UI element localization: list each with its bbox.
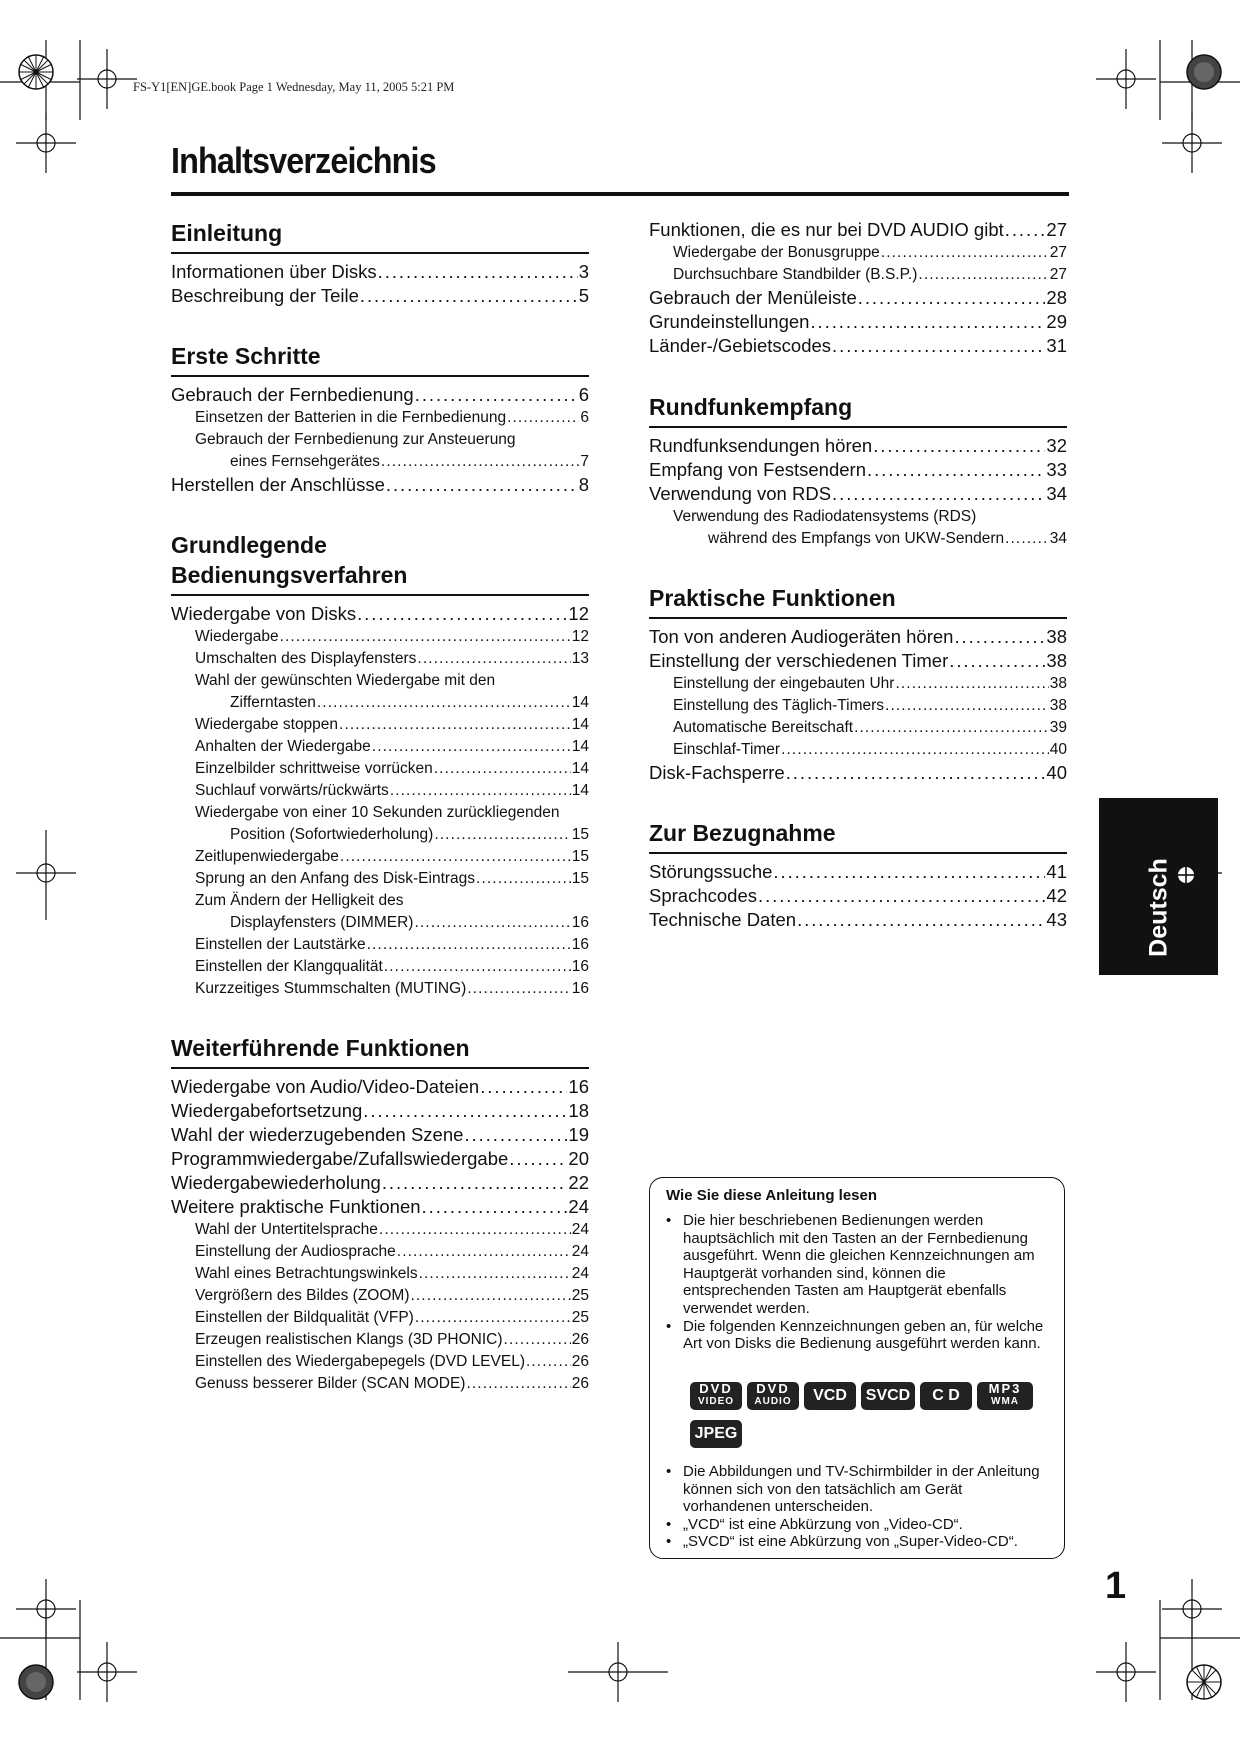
reading-guide-list-bottom [666, 1463, 1051, 1551]
toc-entry-page: 18 [568, 1100, 589, 1121]
toc-entry-title: Wiedergabe von Disks [171, 603, 357, 624]
dot-leader [378, 260, 578, 284]
toc-entry-page: 14 [571, 694, 589, 711]
toc-entry-title: Verwendung von RDS [649, 483, 832, 504]
toc-entry-page: 43 [1046, 909, 1067, 930]
toc-entry[interactable] [649, 264, 1067, 286]
toc-entry-page: 5 [578, 285, 589, 306]
section-rule [171, 252, 589, 254]
toc-entry-page: 25 [571, 1309, 589, 1326]
toc-entry-page: 27 [1046, 219, 1067, 240]
dot-leader [858, 286, 1046, 310]
toc-entry-page: 14 [571, 716, 589, 733]
toc-entry-page: 14 [571, 782, 589, 799]
dot-leader [280, 626, 571, 648]
toc-entry-title: Sprachcodes [649, 885, 757, 906]
toc-entry[interactable] [171, 451, 589, 473]
toc-entry-title: Einstellen des Wiedergabepegels (DVD LEVEL) [195, 1353, 525, 1370]
toc-entry-page: 26 [571, 1375, 589, 1392]
toc-entry-title: Wiedergabe stoppen [195, 716, 339, 733]
dot-leader [357, 602, 567, 626]
toc-entry-page: 16 [568, 1076, 589, 1097]
dot-leader [415, 1307, 571, 1329]
toc-entry-title: Zifferntasten [230, 694, 316, 711]
dot-leader [434, 824, 570, 846]
section-rule [171, 1067, 589, 1069]
reading-guide-list-top [666, 1212, 1051, 1353]
toc-entry-title: Wiedergabe der Bonusgruppe [673, 244, 880, 261]
toc-entry-title: Disk-Fachsperre [649, 762, 785, 783]
toc-entry-page: 8 [578, 474, 589, 495]
toc-entry[interactable] [649, 286, 1067, 310]
toc-entry[interactable] [649, 242, 1067, 264]
registration-target-icon [1176, 865, 1196, 885]
dot-leader [507, 407, 579, 429]
toc-entry-page: 24 [568, 1196, 589, 1217]
toc-entry-title: während des Empfangs von UKW-Sendern [708, 530, 1005, 547]
toc-entry[interactable] [171, 1219, 589, 1241]
dot-leader [504, 1329, 571, 1351]
toc-entry-page: 26 [571, 1353, 589, 1370]
dot-leader [415, 383, 578, 407]
toc-entry[interactable] [171, 626, 589, 648]
section-heading: Grundlegende Bedienungsverfahren [171, 532, 408, 588]
dot-leader [885, 695, 1049, 717]
toc-entry-page: 24 [571, 1265, 589, 1282]
toc-entry-title: Funktionen, die es nur bei DVD AUDIO gibt [649, 219, 1004, 240]
toc-entry[interactable] [171, 780, 589, 802]
disc-badge [747, 1382, 799, 1410]
dot-leader [758, 884, 1045, 908]
reading-guide-box [649, 1177, 1065, 1559]
dot-leader [363, 1099, 567, 1123]
reading-guide-item: • Die Abbildungen und TV-Schirmbilder in der Anleitung können sich von den tatsächlich am Gerät vorhandenen unterscheiden. [666, 1463, 1051, 1516]
toc-entry[interactable] [649, 673, 1067, 695]
starburst-mark-icon [19, 55, 53, 89]
toc-entry[interactable] [171, 714, 589, 736]
toc-entry-page: 34 [1049, 530, 1067, 547]
dot-leader [810, 310, 1045, 334]
dot-leader [480, 1075, 567, 1099]
toc-entry[interactable] [649, 739, 1067, 761]
dot-leader [881, 242, 1049, 264]
dot-leader [372, 736, 571, 758]
dot-leader [895, 673, 1048, 695]
disc-badge-bottom: WMA [991, 1396, 1019, 1407]
toc-entry[interactable] [649, 506, 1067, 528]
toc-entry-page: 16 [571, 914, 589, 931]
toc-entry[interactable] [171, 1195, 589, 1219]
toc-entry-page: 26 [571, 1331, 589, 1348]
toc-entry-title: Wiedergabe [195, 628, 279, 645]
toc-entry-title: Grundeinstellungen [649, 311, 810, 332]
dot-leader [367, 934, 571, 956]
toc-entry-title: Einstellung der Audiosprache [195, 1243, 396, 1260]
toc-entry-title: Kurzzeitiges Stummschalten (MUTING) [195, 980, 467, 997]
dot-leader [918, 264, 1048, 286]
toc-section [649, 583, 1067, 785]
disc-badge [690, 1382, 742, 1410]
toc-entry-page: 12 [571, 628, 589, 645]
dot-leader [466, 1373, 570, 1395]
starburst-mark-icon [1187, 1665, 1221, 1699]
toc-entry-title: Einstellen der Klangqualität [195, 958, 383, 975]
toc-entry-title: Einstellung der eingebauten Uhr [673, 675, 895, 692]
toc-entry-title: Wiedergabe von Audio/Video-Dateien [171, 1076, 480, 1097]
toc-entry-title: Wiedergabewiederholung [171, 1172, 381, 1193]
toc-entry-title: Informationen über Disks [171, 261, 377, 282]
reading-guide-item: • Die folgenden Kennzeichnungen geben an, für welche Art von Disks die Bedienung ausgeführt werden kann. [666, 1318, 1051, 1353]
disc-badge [861, 1382, 915, 1410]
dot-leader [873, 434, 1045, 458]
toc-entry[interactable] [171, 284, 589, 308]
toc-entry-title: Ton von anderen Audiogeräten hören [649, 626, 954, 647]
toc-entry[interactable] [171, 934, 589, 956]
toc-entry[interactable] [171, 429, 589, 451]
toc-entry-page: 15 [571, 826, 589, 843]
toc-entry-title: Beschreibung der Teile [171, 285, 359, 306]
toc-entry-page: 41 [1046, 861, 1067, 882]
toc-entry-title: Programmwiedergabe/Zufallswiedergabe [171, 1148, 509, 1169]
section-rule [649, 617, 1067, 619]
toc-entry[interactable] [171, 1285, 589, 1307]
toc-entry[interactable] [171, 1263, 589, 1285]
toc-entry[interactable] [649, 625, 1067, 649]
toc-entry[interactable] [171, 1147, 589, 1171]
toc-entry[interactable] [171, 868, 589, 890]
toc-entry-page: 25 [571, 1287, 589, 1304]
toc-entry-title: Einzelbilder schrittweise vorrücken [195, 760, 433, 777]
section-heading: Praktische Funktionen [649, 585, 896, 611]
toc-entry[interactable] [649, 761, 1067, 785]
toc-entry-page: 38 [1046, 650, 1067, 671]
toc-entry[interactable] [171, 758, 589, 780]
reading-guide-item: • „VCD“ ist eine Abkürzung von „Video-CD“. [666, 1516, 1051, 1534]
dot-leader [390, 780, 571, 802]
toc-entry-title: Gebrauch der Fernbedienung [171, 384, 414, 405]
dot-leader [476, 868, 571, 890]
toc-section [171, 1033, 589, 1395]
toc-entry-page: 16 [571, 958, 589, 975]
dot-leader [854, 717, 1049, 739]
toc-entry-title: Technische Daten [649, 909, 797, 930]
toc-entry[interactable] [649, 334, 1067, 358]
toc-entry-page: 15 [571, 870, 589, 887]
toc-entry-page: 38 [1049, 675, 1067, 692]
disc-badge-top: SVCD [865, 1387, 911, 1404]
toc-entry[interactable] [171, 407, 589, 429]
disc-badge-top: DVD [756, 1381, 790, 1396]
toc-entry-title: Zum Ändern der Helligkeit des [195, 892, 404, 909]
language-tab-label: Deutsch [1144, 858, 1173, 957]
toc-entry-page: 42 [1046, 885, 1067, 906]
section-heading: Rundfunkempfang [649, 394, 853, 420]
toc-entry[interactable] [171, 1099, 589, 1123]
toc-entry[interactable] [171, 912, 589, 934]
disc-badge [804, 1382, 856, 1410]
toc-entry-page: 14 [571, 760, 589, 777]
toc-entry-title: Wahl der Untertitelsprache [195, 1221, 378, 1238]
toc-entry[interactable] [171, 802, 589, 824]
dot-leader [340, 846, 571, 868]
dot-leader [422, 1195, 568, 1219]
toc-entry-title: Gebrauch der Menüleiste [649, 287, 857, 308]
toc-entry-title: Gebrauch der Fernbedienung zur Ansteuerung [195, 431, 516, 448]
toc-entry[interactable] [649, 649, 1067, 673]
toc-entry-page: 6 [580, 409, 589, 426]
toc-entry-page: 13 [571, 650, 589, 667]
toc-entry-page: 16 [571, 980, 589, 997]
dot-leader [867, 458, 1045, 482]
toc-section [171, 341, 589, 497]
toc-entry-title: Displayfensters (DIMMER) [230, 914, 414, 931]
toc-entry[interactable] [171, 956, 589, 978]
toc-section [649, 392, 1067, 550]
toc-entry-title: Herstellen der Anschlüsse [171, 474, 385, 495]
dot-leader [397, 1241, 571, 1263]
dot-leader [384, 956, 571, 978]
toc-entry[interactable] [171, 602, 589, 626]
toc-entry[interactable] [649, 218, 1067, 242]
toc-entry-title: Erzeugen realistischen Klangs (3D PHONIC) [195, 1331, 503, 1348]
dot-leader [832, 482, 1045, 506]
toc-entry[interactable] [171, 1373, 589, 1395]
toc-entry[interactable] [171, 1123, 589, 1147]
toc-entry-title: Umschalten des Displayfensters [195, 650, 417, 667]
dot-leader [526, 1351, 571, 1373]
section-heading: Zur Bezugnahme [649, 820, 836, 846]
toc-entry-title: Einstellen der Lautstärke [195, 936, 366, 953]
toc-entry[interactable] [649, 482, 1067, 506]
toc-entry-title: Einstellung des Täglich-Timers [673, 697, 885, 714]
toc-entry[interactable] [171, 260, 589, 284]
disc-badge-top: C D [932, 1387, 960, 1404]
toc-entry-title: Einsetzen der Batterien in die Fernbedienung [195, 409, 507, 426]
toc-entry-page: 24 [571, 1243, 589, 1260]
dot-leader [832, 334, 1045, 358]
disc-badge-bottom: VIDEO [697, 1396, 735, 1407]
toc-entry-title: Durchsuchbare Standbilder (B.S.P.) [673, 266, 918, 283]
toc-entry-title: Suchlauf vorwärts/rückwärts [195, 782, 389, 799]
toc-entry-title: Zeitlupenwiedergabe [195, 848, 339, 865]
toc-entry[interactable] [649, 528, 1067, 550]
toc-entry-page: 39 [1049, 719, 1067, 736]
toc-right-column [649, 218, 1067, 965]
toc-entry-title: Vergrößern des Bildes (ZOOM) [195, 1287, 410, 1304]
page-number: 1 [1105, 1565, 1127, 1607]
toc-entry[interactable] [171, 1329, 589, 1351]
toc-entry[interactable] [171, 1075, 589, 1099]
reading-guide-title: Wie Sie diese Anleitung lesen [666, 1187, 878, 1204]
section-rule [649, 852, 1067, 854]
toc-entry-title: Wiedergabefortsetzung [171, 1100, 363, 1121]
toc-entry-page: 38 [1046, 626, 1067, 647]
section-rule [171, 375, 589, 377]
toc-entry-title: eines Fernsehgerätes [230, 453, 380, 470]
section-rule [649, 426, 1067, 428]
toc-entry-page: 3 [578, 261, 589, 282]
toc-entry-title: Weitere praktische Funktionen [171, 1196, 421, 1217]
dot-leader [797, 908, 1045, 932]
toc-entry[interactable] [649, 458, 1067, 482]
toc-entry[interactable] [171, 648, 589, 670]
dot-leader [417, 648, 570, 670]
title-rule [171, 192, 1069, 196]
toc-entry-page: 31 [1046, 335, 1067, 356]
reading-guide-item: • „SVCD“ ist eine Abkürzung von „Super-Video-CD“. [666, 1533, 1051, 1551]
reading-guide-item: • Die hier beschriebenen Bedienungen werden hauptsächlich mit den Tasten an der Fernbedienung ausgeführt. Wenn die gleichen Kennzeichnungen am Hauptgerät vorhanden sind, können die entsprechenden Tasten am Hauptgerät ebenfalls verwendet werden. [666, 1212, 1051, 1318]
toc-entry[interactable] [171, 1241, 589, 1263]
toc-entry-title: Automatische Bereitschaft [673, 719, 854, 736]
toc-entry[interactable] [171, 383, 589, 407]
toc-entry-page: 6 [578, 384, 589, 405]
toc-entry-title: Wiedergabe von einer 10 Sekunden zurückliegenden [195, 804, 560, 821]
disc-badge-top: DVD [699, 1381, 733, 1396]
starburst-mark-icon [19, 1665, 53, 1699]
dot-leader [317, 692, 571, 714]
toc-entry[interactable] [649, 310, 1067, 334]
dot-leader [467, 978, 570, 1000]
toc-entry-title: Wahl der wiederzugebenden Szene [171, 1124, 464, 1145]
dot-leader [786, 761, 1046, 785]
toc-entry[interactable] [171, 846, 589, 868]
file-header: FS-Y1[EN]GE.book Page 1 Wednesday, May 11, 2005 5:21 PM [133, 80, 455, 94]
toc-entry-title: Sprung an den Anfang des Disk-Eintrags [195, 870, 476, 887]
toc-section [649, 218, 1067, 358]
toc-entry-page: 40 [1049, 741, 1067, 758]
toc-entry-title: Einstellen der Bildqualität (VFP) [195, 1309, 414, 1326]
dot-leader [339, 714, 571, 736]
dot-leader [410, 1285, 570, 1307]
toc-entry-title: Länder-/Gebietscodes [649, 335, 832, 356]
toc-entry-title: Genuss besserer Bilder (SCAN MODE) [195, 1375, 466, 1392]
disc-badge [977, 1382, 1033, 1410]
toc-entry[interactable] [649, 908, 1067, 932]
dot-leader [954, 625, 1045, 649]
toc-entry-page: 20 [568, 1148, 589, 1169]
toc-entry-page: 12 [568, 603, 589, 624]
section-heading: Weiterführende Funktionen [171, 1035, 470, 1061]
disc-badge-bottom: AUDIO [754, 1396, 792, 1407]
toc-entry-title: Verwendung des Radiodatensystems (RDS) [673, 508, 977, 525]
toc-entry-title: Störungssuche [649, 861, 773, 882]
toc-entry[interactable] [171, 1307, 589, 1329]
toc-entry[interactable] [649, 860, 1067, 884]
toc-entry[interactable] [171, 1351, 589, 1373]
disc-badge-top: JPEG [694, 1425, 738, 1442]
toc-entry-page: 29 [1046, 311, 1067, 332]
toc-entry[interactable] [171, 670, 589, 692]
toc-entry[interactable] [171, 473, 589, 497]
toc-entry-page: 27 [1049, 244, 1067, 261]
toc-entry-page: 15 [571, 848, 589, 865]
toc-entry[interactable] [171, 736, 589, 758]
toc-entry-page: 19 [568, 1124, 589, 1145]
toc-entry[interactable] [649, 434, 1067, 458]
dot-leader [509, 1147, 567, 1171]
toc-entry[interactable] [171, 1171, 589, 1195]
toc-entry-title: Rundfunksendungen hören [649, 435, 873, 456]
toc-entry-page: 24 [571, 1221, 589, 1238]
toc-entry-title: Wahl der gewünschten Wiedergabe mit den [195, 672, 496, 689]
dot-leader [360, 284, 578, 308]
toc-entry-page: 28 [1046, 287, 1067, 308]
dot-leader [434, 758, 571, 780]
toc-entry-title: Einstellung der verschiedenen Timer [649, 650, 949, 671]
toc-entry-title: Position (Sofortwiederholung) [230, 826, 434, 843]
dot-leader [379, 1219, 571, 1241]
toc-entry-title: Anhalten der Wiedergabe [195, 738, 371, 755]
toc-entry[interactable] [649, 717, 1067, 739]
toc-entry-page: 27 [1049, 266, 1067, 283]
disc-type-badges [690, 1382, 1050, 1458]
toc-entry-title: Empfang von Festsendern [649, 459, 866, 480]
toc-entry-page: 14 [571, 738, 589, 755]
dot-leader [386, 473, 578, 497]
toc-entry[interactable] [649, 695, 1067, 717]
section-rule [171, 594, 589, 596]
toc-section [171, 530, 589, 1000]
toc-entry-page: 7 [580, 453, 589, 470]
dot-leader [414, 912, 570, 934]
dot-leader [949, 649, 1045, 673]
disc-badge-top: MP3 [988, 1381, 1022, 1396]
disc-badge [690, 1420, 742, 1448]
toc-entry[interactable] [649, 884, 1067, 908]
toc-entry-page: 32 [1046, 435, 1067, 456]
dot-leader [382, 1171, 568, 1195]
toc-entry-page: 34 [1046, 483, 1067, 504]
dot-leader [419, 1263, 571, 1285]
toc-section [171, 218, 589, 308]
disc-badge [920, 1382, 972, 1410]
language-tab [1099, 798, 1218, 975]
disc-badge-top: VCD [813, 1387, 847, 1404]
toc-entry-page: 22 [568, 1172, 589, 1193]
section-heading: Einleitung [171, 220, 283, 246]
toc-entry-title: Einschlaf-Timer [673, 741, 781, 758]
dot-leader [464, 1123, 567, 1147]
dot-leader [1005, 218, 1046, 242]
starburst-mark-icon [1187, 55, 1221, 89]
dot-leader [781, 739, 1049, 761]
dot-leader [1005, 528, 1049, 550]
toc-entry-page: 38 [1049, 697, 1067, 714]
toc-entry-page: 33 [1046, 459, 1067, 480]
toc-entry[interactable] [171, 890, 589, 912]
dot-leader [773, 860, 1045, 884]
toc-entry[interactable] [171, 978, 589, 1000]
toc-entry-title: Wahl eines Betrachtungswinkels [195, 1265, 418, 1282]
page-title: Inhaltsverzeichnis [171, 140, 436, 181]
toc-section [649, 818, 1067, 932]
toc-entry[interactable] [171, 824, 589, 846]
toc-entry[interactable] [171, 692, 589, 714]
dot-leader [381, 451, 579, 473]
toc-left-column [171, 218, 589, 1428]
section-heading: Erste Schritte [171, 343, 321, 369]
toc-entry-page: 40 [1046, 762, 1067, 783]
toc-entry-page: 16 [571, 936, 589, 953]
